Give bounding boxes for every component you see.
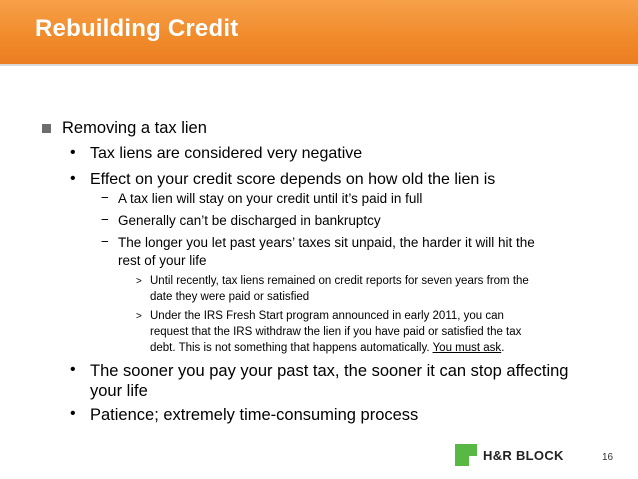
slide-title: Rebuilding Credit bbox=[35, 15, 239, 42]
square-bullet-icon bbox=[42, 124, 51, 133]
fresh-start-period: . bbox=[501, 342, 505, 354]
bullet-patience: Patience; extremely time-consuming process bbox=[90, 406, 419, 424]
bullet-effect-on-score: Effect on your credit score depends on how old the lien is bbox=[90, 171, 496, 188]
chevron-bullet-icon: > bbox=[136, 276, 142, 287]
bullet-until-recently-line1: Until recently, tax liens remained on credit reports for seven years from the bbox=[150, 275, 529, 287]
bullet-until-recently-line2: date they were paid or satisfied bbox=[150, 291, 310, 303]
bullet-fresh-start-line3 bbox=[150, 342, 504, 354]
bullet-sooner-pay-line2: your life bbox=[90, 382, 148, 400]
page-number: 16 bbox=[602, 452, 614, 463]
bullet-fresh-start-line1: Under the IRS Fresh Start program announced in early 2011, you can bbox=[150, 310, 504, 322]
dash-bullet-icon: − bbox=[101, 190, 109, 205]
chevron-bullet-icon: > bbox=[136, 311, 142, 322]
bullet-tax-liens-negative: Tax liens are considered very negative bbox=[90, 145, 363, 162]
hr-block-logo bbox=[455, 444, 564, 466]
bullet-longer-unpaid-line1: The longer you let past years’ taxes sit unpaid, the harder it will hit the bbox=[118, 235, 535, 250]
bullet-removing-tax-lien: Removing a tax lien bbox=[62, 119, 207, 137]
dot-bullet-icon: • bbox=[70, 361, 76, 378]
dot-bullet-icon: • bbox=[70, 144, 76, 161]
bullet-sooner-pay-line1: The sooner you pay your past tax, the sooner it can stop affecting bbox=[90, 362, 569, 380]
you-must-ask-link[interactable]: You must ask bbox=[432, 342, 502, 354]
dash-bullet-icon: − bbox=[101, 212, 109, 227]
bullet-longer-unpaid-line2: rest of your life bbox=[118, 253, 207, 268]
dot-bullet-icon: • bbox=[70, 170, 76, 187]
dash-bullet-icon: − bbox=[101, 234, 109, 249]
bullet-not-dischargeable: Generally can’t be discharged in bankruptcy bbox=[118, 213, 381, 228]
green-block-icon bbox=[455, 444, 469, 466]
dot-bullet-icon: • bbox=[70, 405, 76, 422]
fresh-start-text: debt. This is not something that happens automatically. bbox=[150, 342, 433, 354]
bullet-fresh-start-line2: request that the IRS withdraw the lien if you have paid or satisfied the tax bbox=[150, 326, 522, 338]
bullet-lien-stays: A tax lien will stay on your credit until it’s paid in full bbox=[118, 191, 423, 206]
logo-text: H&R BLOCK bbox=[483, 447, 564, 463]
